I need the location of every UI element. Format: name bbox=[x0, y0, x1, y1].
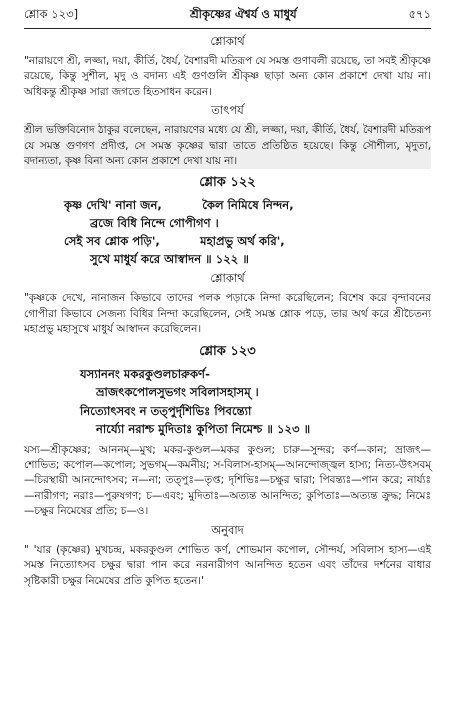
verse-123-line-2: ভ্রাজৎকপোলসুভগং সবিলাসহাসম্ । bbox=[96, 385, 259, 400]
purport-heading: তাৎপর্য bbox=[211, 103, 244, 118]
translation-heading-3: অনুবাদ bbox=[211, 522, 244, 537]
verse-123-line-4: নার্য্যো নরাশ্চ মুদিতাঃ কুপিতা নিমেশ্চ ॥ ১২৩ ॥ bbox=[96, 422, 311, 437]
verse-123-line-3: নিত্যোৎসবং ন তত্পুর্দৃশিভিঃ পিবন্ত্যো bbox=[80, 403, 252, 418]
verse-123-heading: শ্লোক ১২৩ bbox=[199, 343, 256, 359]
word-synonyms: যস্য—শ্রীকৃষ্ণের; আননম্—মুখ; মকর-কুণ্ডল—মকর কুণ্ডল; চারু—সুন্দর; কর্ণ—কান; ভ্রাজৎ—শোভিত; কপোল—কপোল; সুভগম্—কমনীয়; স-বিলাস-হাসম্—আনন্দোজ্জ্বল হাস্য; নিত্য-উৎসবম্—চিরস্থায়ী আনন্দোৎসব; ন—না; তত্পুঃ—তৃপ্ত; দৃশিভিঃ—চক্ষুর দ্বারা; পিবন্ত্যঃ—পান করে; নার্য্যঃ—নারীগণ; নরাঃ—পুরুষগণ; চ—এবং; মুদিতাঃ—অত্যন্ত আনন্দিত; কুপিতাঃ—অত্যন্ত ক্রুদ্ধ; নিমেঃ—চক্ষুর নিমেষের প্রতি; চ—ও। bbox=[24, 443, 431, 518]
verse-122-line-3: সেই সব শ্লোক পড়ি', মহাপ্রভু অর্থ করি', bbox=[64, 234, 285, 249]
header-verse-ref: শ্লোক ১২৩] bbox=[24, 7, 79, 21]
translation-paragraph-2: "কৃষ্ণকে দেখে, নানাজন কিভাবে তাদের পলক পড়াকে নিন্দা করেছিলেন; বিশেষ করে বৃন্দাবনের গোপীরা কিভাবে সেজন্য বিধির নিন্দা করেছিলেন, সেই সমস্ত শ্লোক পড়ে, তার অর্থ করে শ্রীচৈতন্য মহাপ্রভু মহাসুখে মাধুর্য আস্বাদন করেছিলেন। bbox=[24, 292, 431, 336]
translation-paragraph-1: "নারায়ণে শ্রী, লজ্জা, দয়া, কীর্তি, ধৈর্য, বৈশারদী মতিরূপ যে সমস্ত গুণাবলী রয়েছে, তা সবই শ্রীকৃষ্ণে রয়েছে, কিন্তু সুশীল, মৃদু ও বদান্য এই গুণগুলি শ্রীকৃষ্ণ ছাড়া অন্য কোন প্রকাশে দেখা যায় না। অধিকন্তু শ্রীকৃষ্ণ সারা জগতে হিতসাধন করেন। bbox=[24, 55, 431, 98]
purport-paragraph: শ্রীল ভক্তিবিনোদ ঠাকুর বলেছেন, নারায়ণের মধ্যে যে শ্রী, লজ্জা, দয়া, কীর্তি, ধৈর্য, বৈশারদী মতিরূপ যে সমস্ত গুণগণ প্রদীপ্ত, সে সমস্ত কৃষ্ণের দ্বারা তাতে প্রতিষ্ঠিত হয়েছে। কিন্তু সৌশীল্য, মৃদুতা, বদান্যতা, কৃষ্ণ বিনা অন্য কোন প্রকাশে দেখা যায় না। bbox=[24, 123, 431, 169]
verse-122-text bbox=[24, 196, 431, 268]
verse-123-line-1: যস্যাননং মকরকুণ্ডলচারুকর্ণ- bbox=[80, 366, 210, 381]
verse-122-heading: শ্লোক ১২২ bbox=[199, 175, 256, 191]
header-rule bbox=[24, 28, 431, 29]
translation-heading-1: শ্লোকার্থ bbox=[210, 34, 245, 48]
verse-122-line-2: ব্রজে বিধি নিন্দে গোপীগণ । bbox=[90, 216, 219, 231]
running-header bbox=[24, 6, 431, 28]
verse-123-text bbox=[24, 365, 431, 439]
header-title: শ্রীকৃষ্ণের ঐশ্বর্য ও মাধুর্য bbox=[190, 7, 297, 21]
translation-paragraph-3: " 'যার (কৃষ্ণের) মুখচন্দ্র, মকরকুণ্ডল শোভিত কর্ণ, শোভমান কপোল, সৌন্দর্য, সবিলাস হাস্য—এই সমস্ত নিত্যোৎসব চক্ষুর দ্বারা পান করে নরনারীগণ আনন্দিত হতেন এবং তাঁদের দর্শনের বাধার সৃষ্টিকারী চক্ষুর নিমেষের প্রতি কুপিত হতেন।' bbox=[24, 543, 431, 587]
verse-122-line-4: সুখে মাধুর্য করে আস্বাদন ॥ ১২২ ॥ bbox=[90, 252, 249, 267]
page-number: ৫৭১ bbox=[408, 7, 431, 21]
translation-heading-2: শ্লোকার্থ bbox=[210, 271, 245, 286]
verse-122-line-1: কৃষ্ণ দেখি' নানা জন, কৈল নিমিষে নিন্দন, bbox=[64, 198, 294, 213]
